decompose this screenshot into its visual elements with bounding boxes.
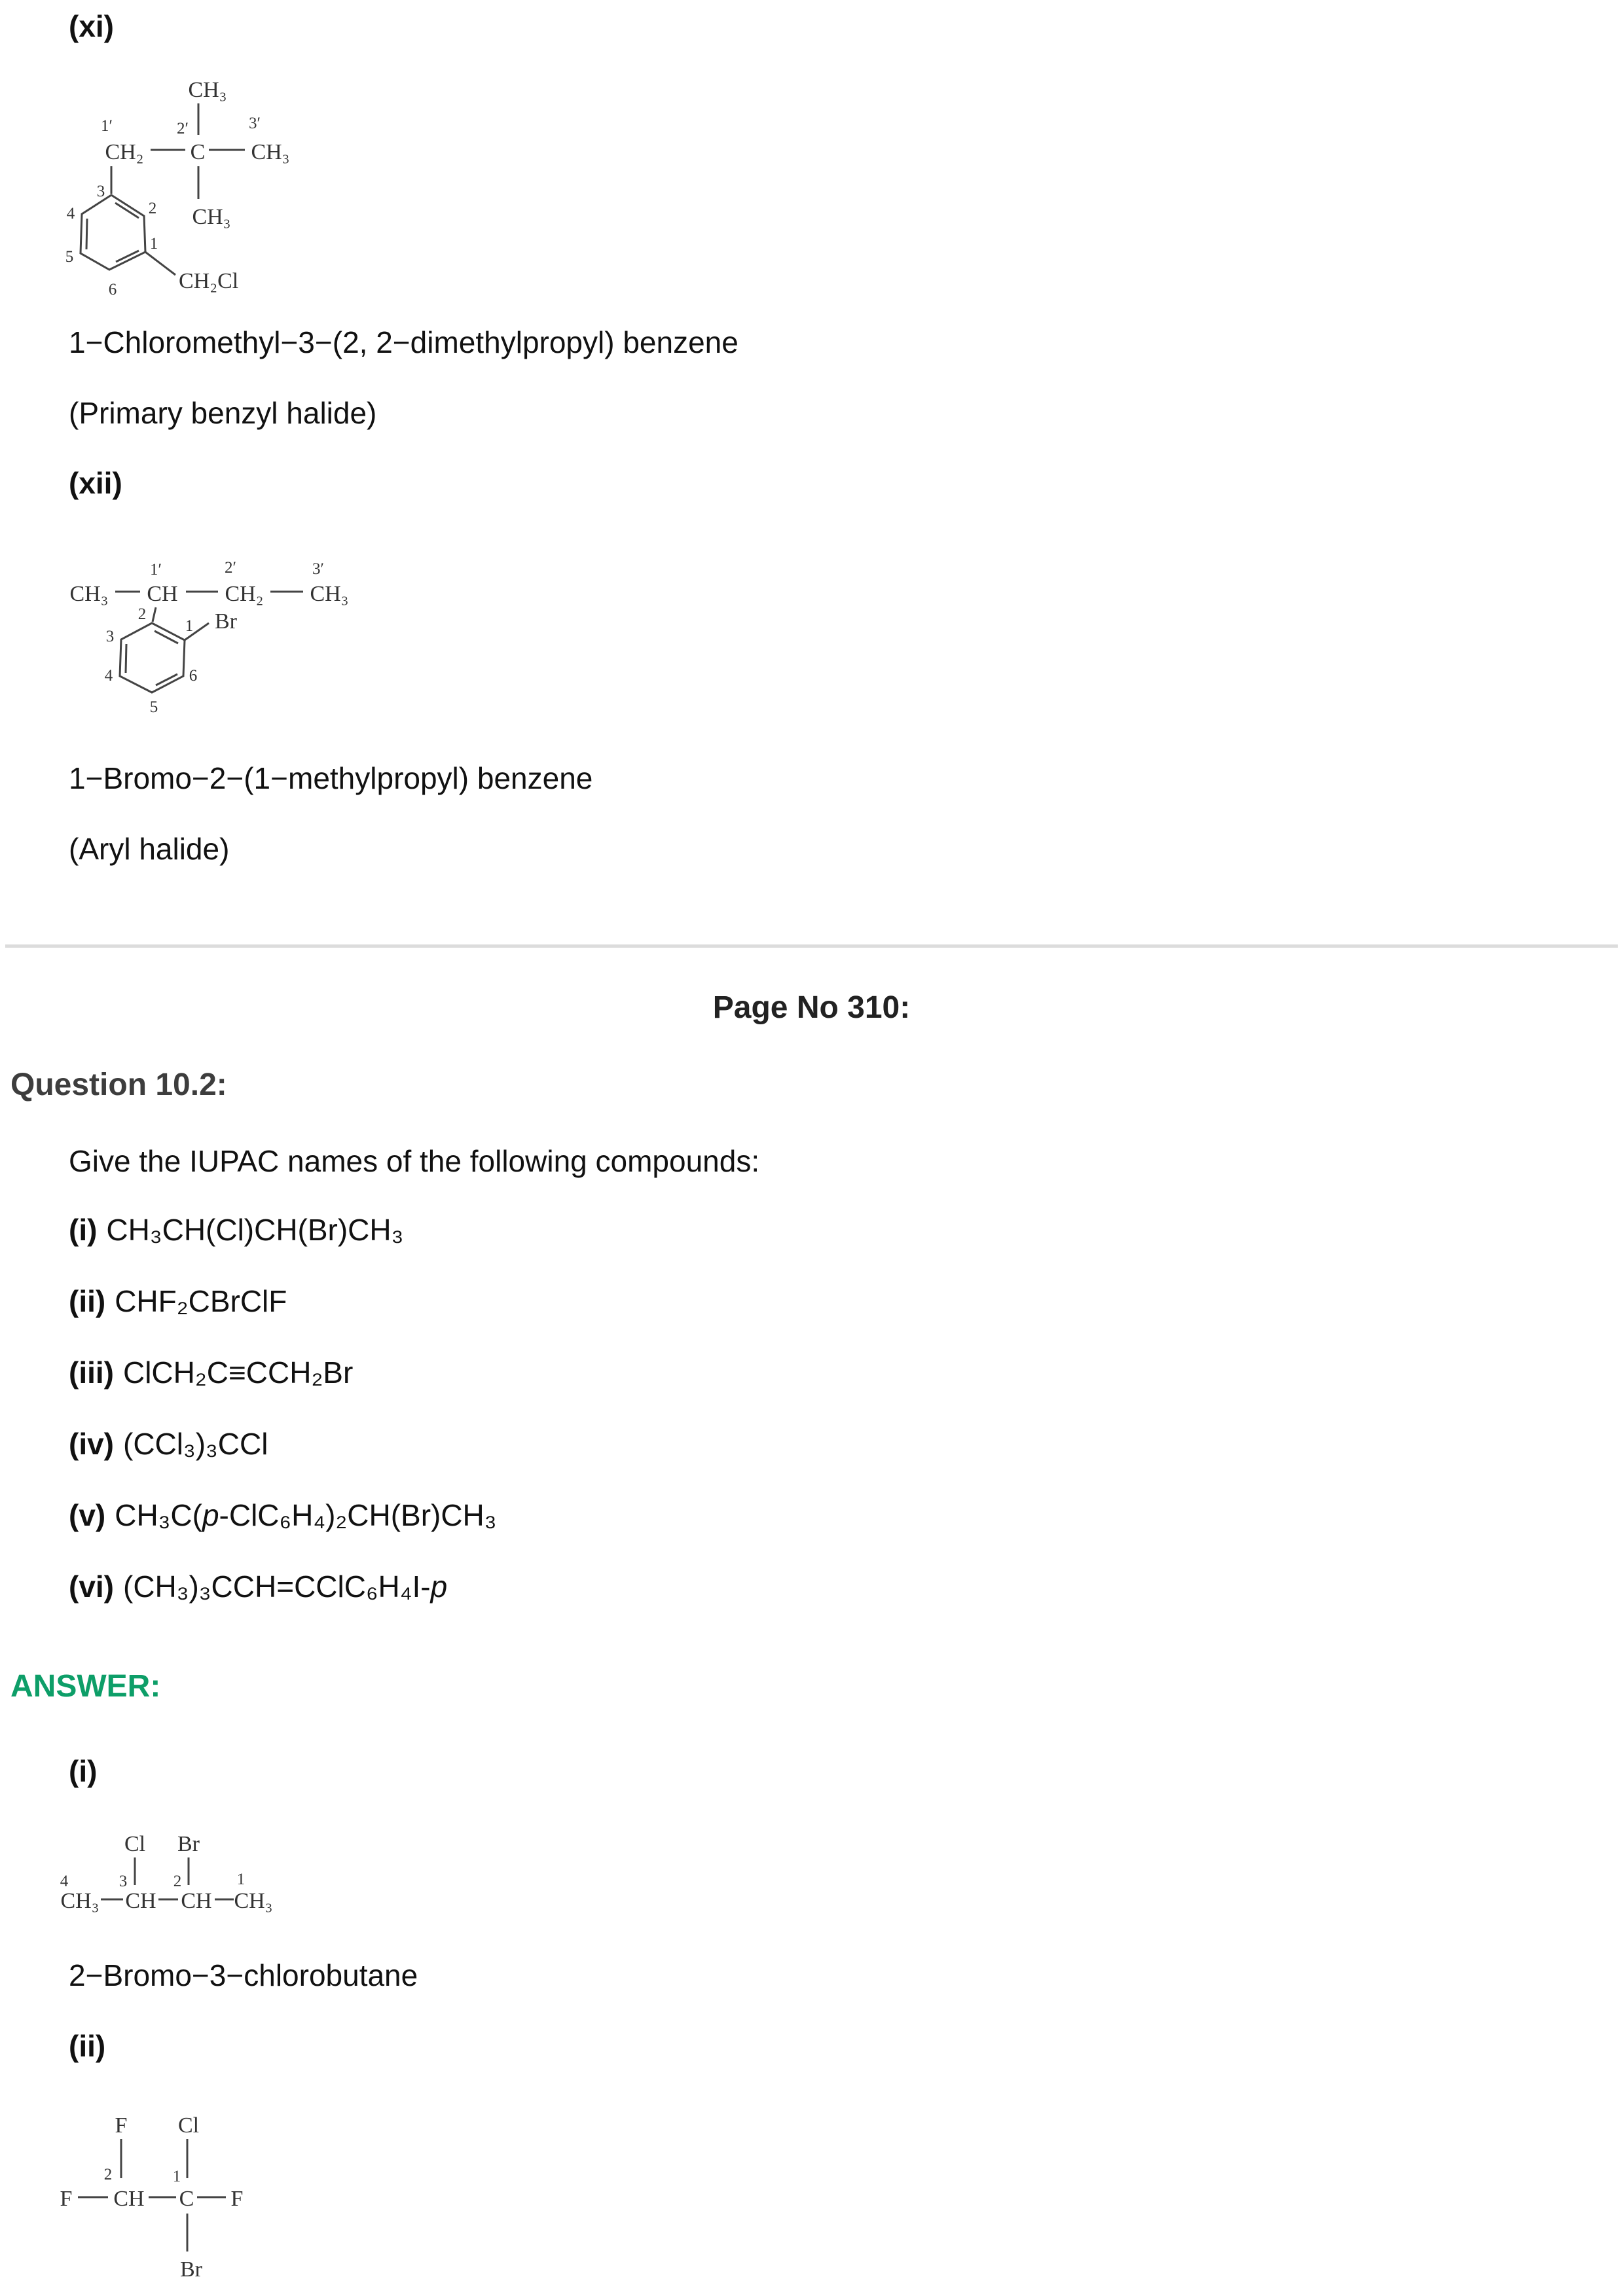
xi-ring-3: 3: [96, 183, 105, 200]
item-label: (v): [69, 1498, 106, 1532]
ans-i-br: Br: [177, 1832, 200, 1856]
item-label: (iv): [69, 1427, 114, 1461]
xii-ch3-right: CH₃: [310, 582, 349, 606]
xi-ring-4: 4: [66, 205, 75, 223]
ans-i-c4-ch3: CH₃: [60, 1889, 100, 1913]
question-item-v: [69, 1498, 497, 1533]
xii-ring-6: 6: [189, 667, 198, 685]
ans-i-n2: 2: [173, 1873, 182, 1890]
ans-ii-cl-top: Cl: [177, 2113, 200, 2138]
page-number-marker: Page No 310:: [712, 990, 911, 1025]
xii-locant-3: 3′: [312, 560, 324, 578]
formula-part: -ClC₆H₄)₂CH(Br)CH₃: [219, 1498, 497, 1532]
benzene-ring: [120, 623, 185, 692]
xii-ring-2: 2: [137, 605, 147, 623]
double-bond: [86, 219, 87, 249]
ans-i-n3: 3: [119, 1873, 128, 1890]
xi-ch2cl: CH₂Cl: [179, 269, 239, 293]
bond: [145, 252, 175, 275]
benzene-ring: [81, 195, 145, 270]
xii-ring-5: 5: [149, 698, 158, 716]
structure-xii-diagram: [59, 550, 357, 746]
item-formula: CH₃CH(Cl)CH(Br)CH₃: [106, 1213, 404, 1247]
xi-ring-6: 6: [108, 281, 117, 298]
xii-br: Br: [215, 609, 237, 634]
ans-i-n4: 4: [60, 1873, 69, 1890]
item-label: (i): [69, 1213, 98, 1247]
question-item-ii: [69, 1284, 287, 1319]
xii-ch2: CH₂: [225, 582, 264, 606]
ans-ii-ch: CH: [113, 2187, 145, 2211]
xii-ch: CH: [147, 582, 178, 606]
xii-locant-1: 1′: [150, 561, 162, 579]
answer-heading: ANSWER:: [10, 1669, 161, 1704]
compound-name-xi: 1−Chloromethyl−3−(2, 2−dimethylpropyl) benzene: [69, 325, 739, 359]
item-xii-label: (xii): [69, 466, 122, 500]
ans-ii-f-top: F: [115, 2113, 128, 2138]
ans-ii-f-right: F: [230, 2187, 244, 2211]
xi-locant-1: 1′: [101, 117, 113, 135]
formula-part: CH₃C(: [115, 1498, 202, 1532]
xi-top-ch3: CH₃: [188, 78, 227, 102]
question-item-iii: [69, 1355, 353, 1390]
ans-ii-n2: 2: [103, 2166, 113, 2183]
xii-locant-2: 2′: [225, 559, 236, 577]
section-divider: [5, 944, 1618, 948]
xi-bottom-ch3: CH₃: [192, 205, 231, 229]
item-formula: (CCl₃)₃CCl: [123, 1427, 268, 1461]
halide-type-xii: (Aryl halide): [69, 832, 230, 866]
bond: [153, 607, 156, 622]
item-formula: [123, 1570, 447, 1604]
xi-ring-5: 5: [65, 248, 74, 266]
structure-xi-diagram: [59, 65, 308, 301]
ans-i-c1-ch3: CH₃: [234, 1889, 273, 1913]
xi-ring-2: 2: [148, 200, 157, 217]
ans-ii-c: C: [179, 2187, 194, 2211]
question-item-vi: [69, 1570, 447, 1604]
item-formula: ClCH₂C≡CCH₂Br: [122, 1355, 354, 1390]
xi-right-ch3: CH₃: [251, 140, 290, 164]
answer-i-name: 2−Bromo−3−chlorobutane: [69, 1958, 418, 1992]
xii-ring-4: 4: [104, 667, 113, 685]
xi-ring-1: 1: [149, 235, 158, 253]
question-heading: Question 10.2:: [10, 1067, 227, 1102]
xi-locant-3: 3′: [249, 115, 261, 132]
double-bond: [155, 631, 178, 643]
xii-ring-1: 1: [185, 617, 194, 635]
item-formula: CHF₂CBrClF: [115, 1284, 287, 1318]
xi-central-c: C: [190, 140, 206, 164]
item-label: (ii): [69, 1284, 106, 1318]
question-item-i: [69, 1213, 403, 1247]
xii-ch3-left: CH₃: [69, 582, 109, 606]
answer-item-i-label: (i): [69, 1754, 98, 1788]
ans-i-c3-ch: CH: [125, 1889, 156, 1913]
item-xi-label: (xi): [69, 9, 114, 43]
formula-part: (CH₃)₃CCH=CClC₆H₄I-: [123, 1570, 431, 1604]
structure-answer-ii-diagram: [56, 2094, 288, 2291]
item-label: (iii): [69, 1355, 114, 1390]
answer-item-ii-label: (ii): [69, 2029, 106, 2063]
question-item-iv: [69, 1427, 268, 1462]
ans-ii-n1: 1: [172, 2168, 181, 2185]
question-prompt: Give the IUPAC names of the following compounds:: [69, 1144, 760, 1178]
item-label: (vi): [69, 1570, 114, 1604]
xi-locant-2: 2′: [177, 120, 189, 137]
item-formula: [115, 1498, 496, 1532]
formula-part-italic-p: p: [430, 1570, 448, 1604]
ans-i-n1: 1: [236, 1871, 246, 1888]
double-bond: [156, 674, 177, 685]
xii-ring-3: 3: [105, 628, 115, 645]
ans-ii-br: Br: [180, 2257, 202, 2282]
halide-type-xi: (Primary benzyl halide): [69, 396, 377, 430]
ans-ii-f-left: F: [60, 2187, 73, 2211]
ans-i-c2-ch: CH: [181, 1889, 212, 1913]
formula-part-italic-p: p: [202, 1498, 219, 1532]
xi-ch2: CH₂: [105, 140, 144, 164]
compound-name-xii: 1−Bromo−2−(1−methylpropyl) benzene: [69, 761, 593, 795]
ans-i-cl: Cl: [124, 1832, 146, 1856]
